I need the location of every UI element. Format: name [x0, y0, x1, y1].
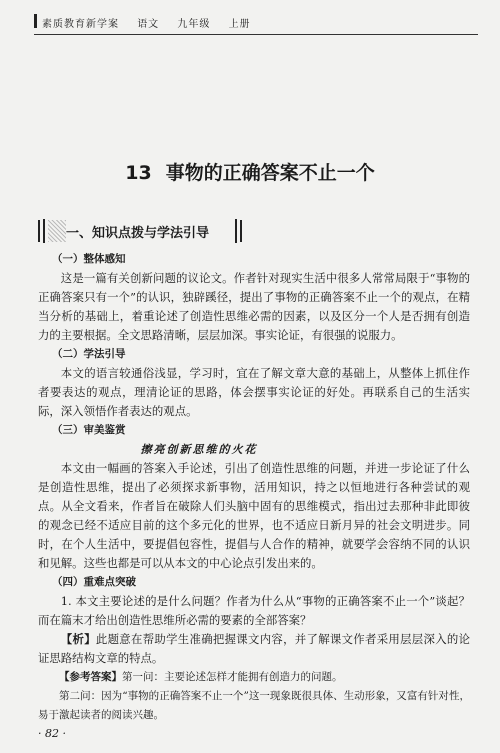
emphasis-heading: 擦亮创新思维的火花	[140, 443, 258, 456]
header-text	[42, 15, 265, 30]
header-volume: 上册	[228, 19, 251, 30]
section-heading: 一、知识点拨与学法引导	[66, 226, 210, 241]
header-bar	[34, 14, 37, 28]
part-heading-4: （四）重难点突破	[52, 576, 136, 588]
answer-tag: 【参考答案】	[59, 671, 122, 683]
part-heading-3: （三）审美鉴赏	[52, 424, 126, 436]
header-subject: 语文	[137, 19, 160, 30]
question-1: 1. 本文主要论述的是什么问题？作者为什么从“事物的正确答案不止一个”谈起？而在篇末才给出创造性思维所必需的要素的全部答案？	[38, 594, 470, 627]
page-number: · 82 ·	[38, 727, 66, 740]
chapter-title-text: 事物的正确答案不止一个	[165, 162, 375, 184]
section-heading-box	[38, 220, 242, 242]
chapter-title	[0, 158, 500, 185]
paragraph-1: 这是一篇有关创新问题的议论文。作者针对现实生活中很多人常常局限于“事物的正确答案只有一个”的认识，独辟蹊径，提出了事物的正确答案不止一个的观点，在精当分析的基础上，着重论述了创造性思维必需的因素，以及区分一个人是否拥有创造力的主要根据。全文思路清晰，层层加深。事实论证，有很强的说服力。	[38, 271, 470, 342]
chapter-number: 13	[125, 162, 152, 184]
answer-1	[38, 668, 470, 687]
answer-2: 第二问：因为“事物的正确答案不止一个”这一现象既很具体、生动形象，又富有针对性，易于激起读者的阅读兴趣。	[38, 690, 470, 721]
header-series: 素质教育新学案	[42, 19, 119, 30]
paragraph-2: 本文的语言较通俗浅显，学习时，宜在了解文章大意的基础上，从整体上抓住作者要表达的观点，理清论证的思路，体会摆事实论证的好处。再联系自己的生活实际，深入领悟作者表达的观点。	[38, 366, 470, 418]
analysis-text: 此题意在帮助学生准确把握课文内容，并了解课文作者采用层层深入的论证思路结构文章的特点。	[38, 632, 470, 665]
analysis-tag: 【析】	[60, 632, 96, 646]
header-grade: 九年级	[177, 19, 211, 30]
paragraph-3: 本文由一幅画的答案入手论述，引出了创造性思维的问题，并进一步论证了什么是创造性思维，提出了必须探求新事物，活用知识，持之以恒地进行各种尝试的观点。从全文看来，作者旨在破除人们头脑中固有的思维模式，指出过去那种非此即彼的观念已经不适应目前的这个多元化的世界，也不适应日新月异的社会文明进步。同时，在个人生活中，要提倡包容性，提倡与人合作的精神，就要学会容纳不同的认识和见解。这些也都是可以从本文的中心论点引发出来的。	[38, 461, 470, 570]
part-heading-2: （二）学法引导	[52, 348, 126, 360]
answer-1-text: 第一问：主要论述怎样才能拥有创造力的问题。	[122, 671, 343, 683]
part-heading-1: （一）整体感知	[52, 253, 126, 265]
body-content	[38, 250, 470, 725]
running-header	[34, 12, 478, 35]
analysis	[38, 630, 470, 668]
section-pattern	[48, 220, 66, 242]
